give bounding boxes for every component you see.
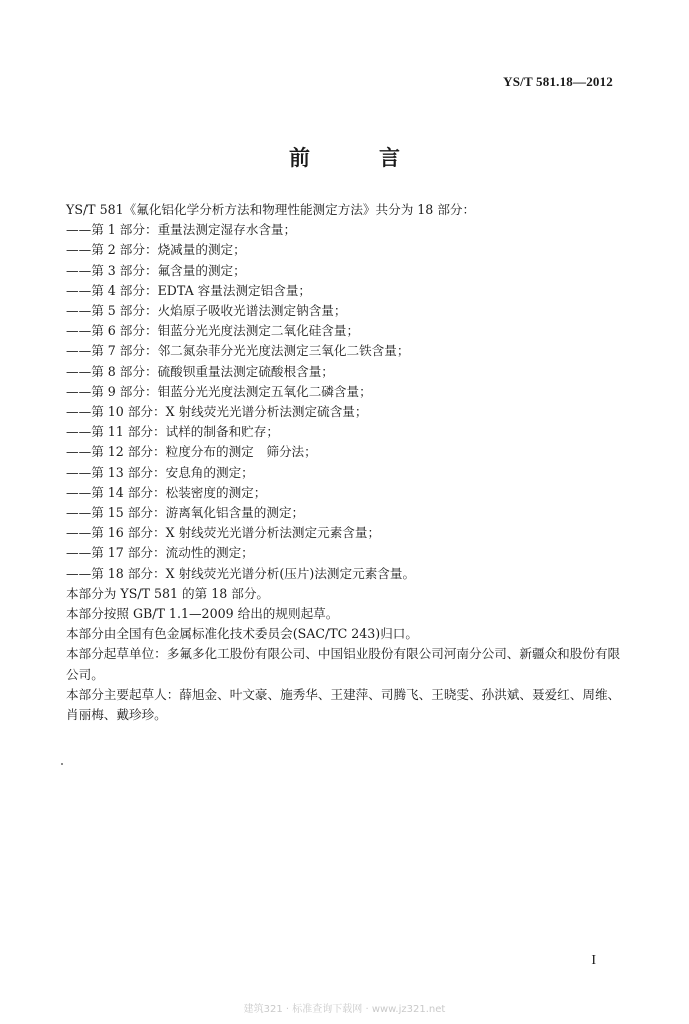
list-item: ——第 9 部分：钼蓝分光光度法测定五氧化二磷含量；: [66, 383, 372, 399]
scan-speck: [61, 763, 63, 765]
list-item: ——第 15 部分：游离氧化铝含量的测定；: [66, 505, 305, 521]
statement-committee: 本部分由全国有色金属标准化技术委员会(SAC/TC 243)归口。: [66, 626, 418, 642]
list-item: ——第 13 部分：安息角的测定；: [66, 464, 254, 480]
standard-code: YS/T 581.18—2012: [503, 74, 613, 89]
page-number: I: [591, 953, 596, 968]
page-title: 前 言: [289, 146, 424, 170]
statement-drafting-rules: 本部分按照 GB/T 1.1—2009 给出的规则起草。: [66, 606, 339, 622]
statement-drafting-units: 本部分起草单位：多氟多化工股份有限公司、中国铝业股份有限公司河南分公司、新疆众和股份有限公司。: [66, 646, 621, 682]
list-item: ——第 14 部分：松装密度的测定；: [66, 484, 267, 500]
list-item: ——第 6 部分：钼蓝分光光度法测定二氧化硅含量；: [66, 323, 360, 339]
list-item: ——第 16 部分：X 射线荧光光谱分析法测定元素含量；: [66, 525, 381, 541]
list-item: ——第 2 部分：烧减量的测定；: [66, 242, 246, 258]
intro-line: YS/T 581《氟化铝化学分析方法和物理性能测定方法》共分为 18 部分：: [66, 202, 476, 217]
watermark: 建筑321 · 标准查询下载网 · www.jz321.net: [243, 1004, 446, 1015]
statement-drafters: 本部分主要起草人：薛旭金、叶文豪、施秀华、王建萍、司腾飞、王晓雯、孙洪斌、聂爱红、周维、肖丽梅、戴珍珍。: [66, 686, 621, 723]
list-item: ——第 17 部分：流动性的测定；: [66, 545, 254, 561]
list-item: ——第 10 部分：X 射线荧光光谱分析法测定硫含量；: [66, 404, 368, 420]
list-item: ——第 4 部分：EDTA 容量法测定铝含量；: [66, 282, 312, 298]
list-item: ——第 1 部分：重量法测定湿存水含量；: [66, 222, 297, 238]
list-item: ——第 12 部分：粒度分布的测定 筛分法；: [66, 444, 317, 460]
statement-part-number: 本部分为 YS/T 581 的第 18 部分。: [66, 585, 270, 601]
list-item: ——第 8 部分：硫酸钡重量法测定硫酸根含量；: [66, 363, 334, 379]
list-item: ——第 7 部分：邻二氮杂菲分光光度法测定三氧化二铁含量；: [66, 343, 410, 359]
list-item: ——第 11 部分：试样的制备和贮存；: [66, 424, 279, 440]
foreword-body: [66, 200, 626, 725]
list-item: ——第 3 部分：氟含量的测定；: [66, 262, 246, 278]
part-list: [66, 220, 626, 584]
list-item: ——第 18 部分：X 射线荧光光谱分析(压片)法测定元素含量。: [66, 565, 416, 581]
list-item: ——第 5 部分：火焰原子吸收光谱法测定钠含量；: [66, 303, 347, 319]
